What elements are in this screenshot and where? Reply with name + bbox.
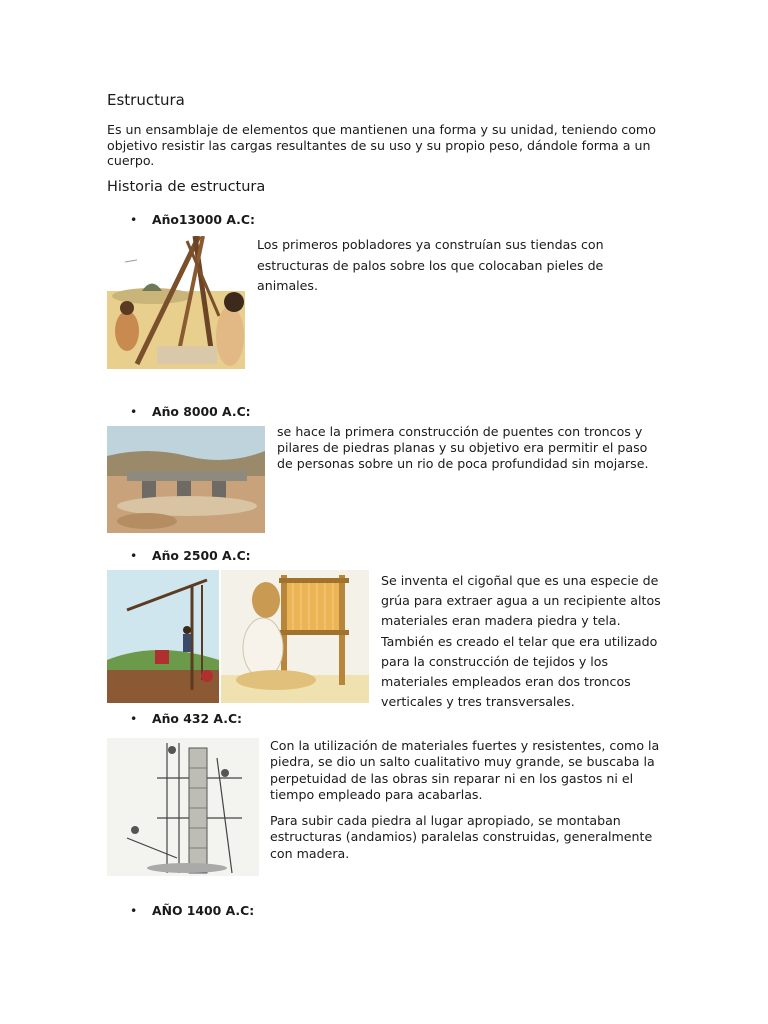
section-year-label: Año 2500 A.C: <box>152 548 251 563</box>
loom-weaving-image <box>221 570 369 703</box>
section-paragraph: Se inventa el cigoñal que es una especie de grúa para extraer agua a un recipiente altos materiales eran madera piedra y tela. También es creado el telar que era utilizado para la construcción de tejidos y los materiales empleados eran dos troncos verticales y tres transversales. <box>381 573 661 710</box>
bullet-dot: • <box>130 212 138 227</box>
section-paragraph: Los primeros pobladores ya construían sus tiendas con estructuras de palos sobre los que colocaban pieles de animales. <box>257 237 604 293</box>
scaffolding-image <box>107 738 259 876</box>
tent-structure-image <box>107 236 245 369</box>
section-paragraph: Para subir cada piedra al lugar apropiado, se montaban estructuras (andamios) paralelas construidas, generalmente con madera. <box>270 813 653 861</box>
section-year-label: AÑO 1400 A.C: <box>152 903 255 918</box>
intro-paragraph: Es un ensamblaje de elementos que mantienen una forma y su unidad, teniendo como objetivo resistir las cargas resultantes de su uso y su propio peso, dándole forma a un cuerpo. <box>107 122 656 169</box>
bullet-dot: • <box>130 711 138 726</box>
section-year-label: Año 432 A.C: <box>152 711 242 726</box>
section-year-label: Año 8000 A.C: <box>152 404 251 419</box>
bullet-dot: • <box>130 548 138 563</box>
section-paragraph: se hace la primera construcción de puentes con troncos y pilares de piedras planas y su objetivo era permitir el paso de personas sobre un rio de poca profundidad sin mojarse. <box>277 424 649 472</box>
bullet-dot: • <box>130 903 138 918</box>
section-paragraph: Con la utilización de materiales fuertes y resistentes, como la piedra, se dio un salto cualitativo muy grande, se buscaba la perpetuidad de las obras sin reparar ni en los gastos ni el tiempo empleado para acabarlas. <box>270 738 660 803</box>
stone-bridge-image <box>107 426 265 533</box>
bullet-dot: • <box>130 404 138 419</box>
history-heading: Historia de estructura <box>107 179 266 195</box>
cigonal-crane-image <box>107 570 219 703</box>
section-bullet-432 <box>130 711 242 726</box>
page-title: Estructura <box>107 91 185 109</box>
section-bullet-8000 <box>130 404 251 419</box>
section-bullet-2500 <box>130 548 251 563</box>
section-bullet-1400 <box>130 903 255 918</box>
section-bullet-13000 <box>130 212 255 227</box>
section-year-label: Año13000 A.C: <box>152 212 255 227</box>
